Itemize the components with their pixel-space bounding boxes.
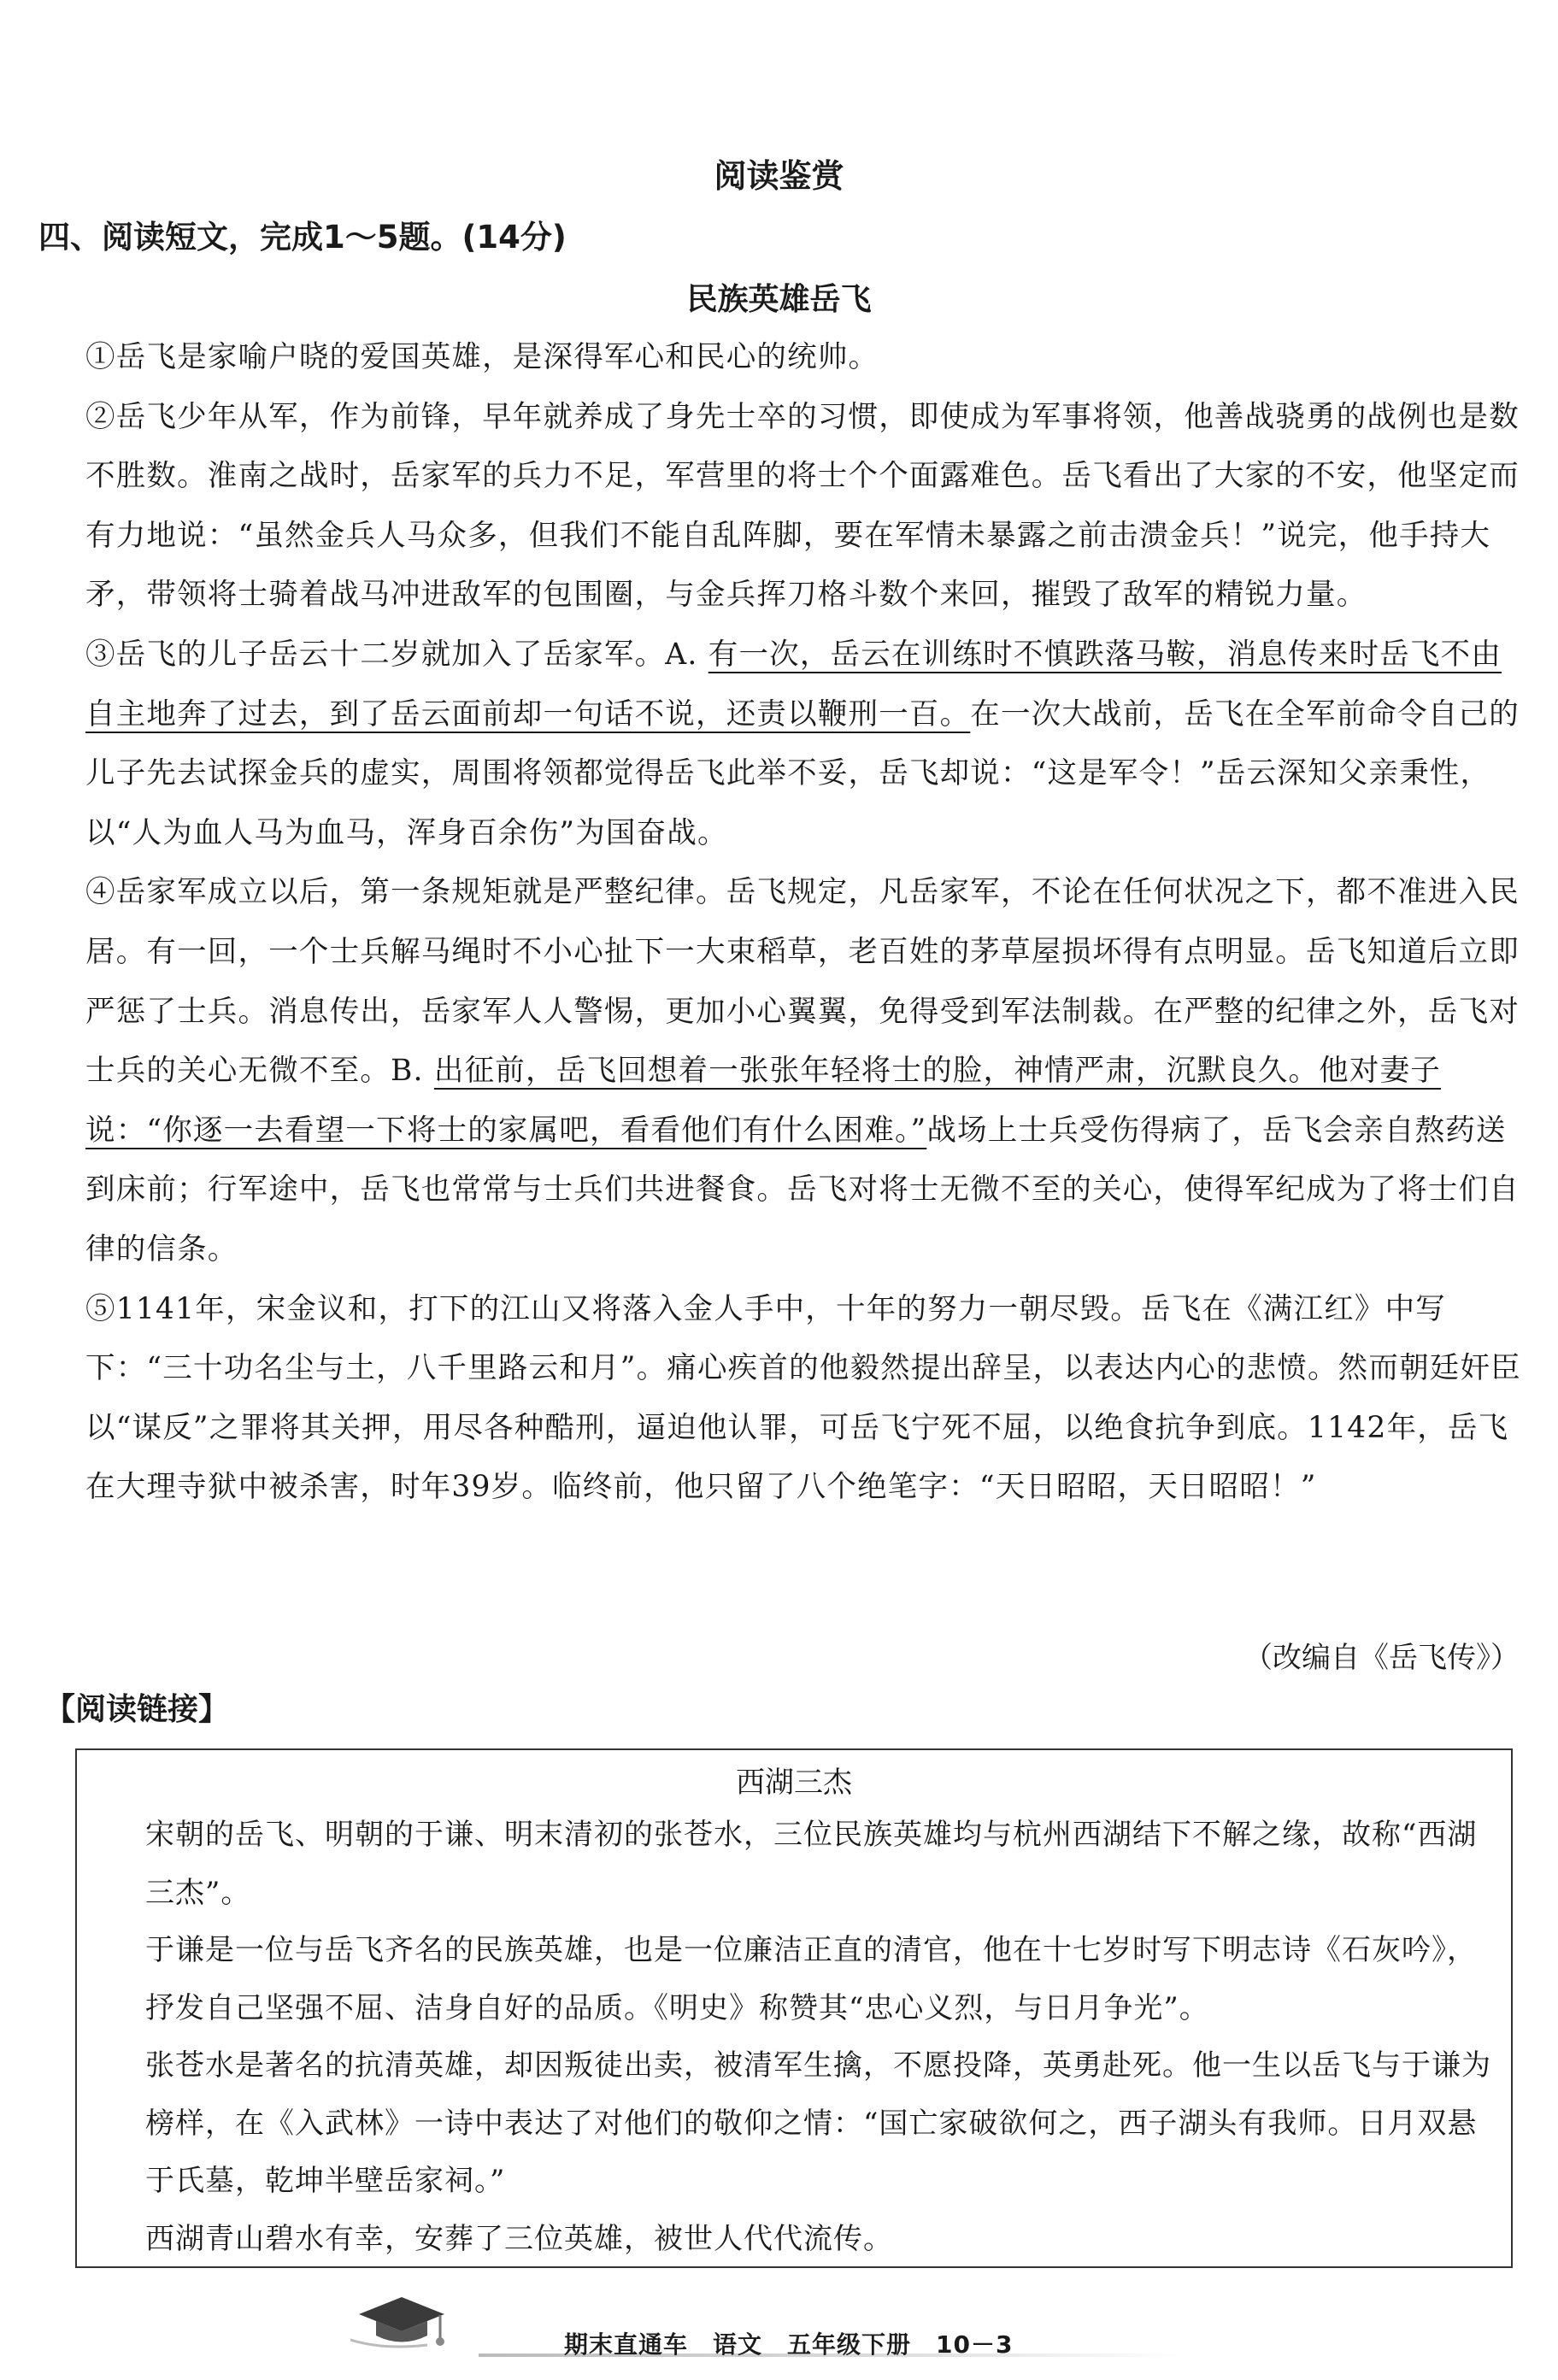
footer-text: 期末直通车 语文 五年级下册 10－3 (564, 2330, 1014, 2359)
paragraph-3-tail: 在一次大战前，岳飞在全军前命令自己的儿子先去试探金兵的虚实，周围将领都觉得岳飞此举不妥，岳飞却说：“这是军令！”岳云深知父亲秉性，以“人为血人马为血马，浑身百余伤”为国奋战。 (85, 696, 1520, 850)
section-title: 阅读鉴赏 (714, 157, 844, 195)
reading-link-label: 【阅读链接】 (44, 1692, 230, 1727)
link-paragraph-3: 张苍水是著名的抗清英雄，却因叛徒出卖，被清军生擒，不愿投降，英勇赴死。他一生以岳飞与于谦为榜样，在《入武林》一诗中表达了对他们的敬仰之情：“国亡家破欲何之，西子湖头有我师。日月双悬于氏墓，乾坤半壁岳家祠。” (145, 2048, 1491, 2198)
underlined-sentence-b: 出征前，岳飞回想着一张张年轻将士的脸，神情严肃，沉默良久。他对妻子说：“你逐一去看望一下将士的家属吧，看看他们有什么困难。” (85, 1054, 1441, 1148)
paragraph-4-lead: ④岳家军成立以后，第一条规矩就是严整纪律。岳飞规定，凡岳家军，不论在任何状况之下，都不准进入民居。有一回，一个士兵解马绳时不小心扯下一大束稻草，老百姓的茅草屋损坏得有点明显。岳飞知道后立即严惩了士兵。消息传出，岳家军人人警惕，更加小心翼翼，免得受到军法制裁。在严整的纪律之外，岳飞对士兵的关心无微不至。B. (85, 875, 1520, 1089)
graduation-cap-icon (350, 2289, 453, 2360)
paragraph-4-tail: 战场上士兵受伤得病了，岳飞会亲自熬药送到床前；行军途中，岳飞也常常与士兵们共进餐食。岳飞对将士无微不至的关心，使得军纪成为了将士们自律的信条。 (85, 1113, 1520, 1266)
paragraph-2: ②岳飞少年从军，作为前锋，早年就养成了身先士卒的习惯，即使成为军事将领，他善战骁勇的战例也是数不胜数。淮南之战时，岳家军的兵力不足，军营里的将士个个面露难色。岳飞看出了大家的不安，他坚定而有力地说：“虽然金兵人马众多，但我们不能自乱阵脚，要在军情未暴露之前击溃金兵！”说完，他手持大矛，带领将士骑着战马冲进敌军的包围圈，与金兵挥刀格斗数个来回，摧毁了敌军的精锐力量。 (85, 399, 1520, 613)
page-footer (0, 2324, 1558, 2376)
underlined-sentence-a: 有一次，岳云在训练时不慎跌落马鞍，消息传来时岳飞不由自主地奔了过去，到了岳云面前却一句话不说，还责以鞭刑一百。 (85, 637, 1502, 732)
link-paragraph-2: 于谦是一位与岳飞齐名的民族英雄，也是一位廉洁正直的清官，他在十七岁时写下明志诗《石灰吟》，抒发自己坚强不屈、洁身自好的品质。《明史》称赞其“忠心义烈，与日月争光”。 (145, 1933, 1477, 2025)
reading-link-body (87, 1807, 1506, 2268)
article-title: 民族英雄岳飞 (686, 282, 872, 317)
reading-link-title: 西湖三杰 (736, 1766, 852, 1800)
link-paragraph-1: 宋朝的岳飞、明朝的于谦、明末清初的张苍水，三位民族英雄均与杭州西湖结下不解之缘，故称“西湖三杰”。 (145, 1818, 1478, 1910)
article-body (85, 328, 1530, 1518)
paragraph-4 (85, 863, 1530, 1279)
article-source: （改编自《岳飞传》） (1243, 1641, 1520, 1675)
paragraph-1: ①岳飞是家喻户晓的爱国英雄，是深得军心和民心的统帅。 (85, 340, 879, 374)
paragraph-3-lead: ③岳飞的儿子岳云十二岁就加入了岳家军。A. (85, 637, 708, 672)
link-paragraph-4: 西湖青山碧水有幸，安葬了三位英雄，被世人代代流传。 (145, 2221, 893, 2256)
reading-link-box (75, 1748, 1513, 2268)
paragraph-3 (85, 626, 1530, 863)
paragraph-5: ⑤1141年，宋金议和，打下的江山又将落入金人手中，十年的努力一朝尽毁。岳飞在《满江红》中写下：“三十功名尘与土，八千里路云和月”。痛心疾首的他毅然提出辞呈，以表达内心的悲愤。然而朝廷奸臣以“谋反”之罪将其关押，用尽各种酷刑，逼迫他认罪，可岳飞宁死不屈，以绝食抗争到底。1142年，岳飞在大理寺狱中被杀害，时年39岁。临终前，他只留了八个绝笔字：“天日昭昭，天日昭昭！” (85, 1291, 1521, 1505)
question-header: 四、阅读短文，完成1～5题。(14分) (38, 219, 567, 256)
